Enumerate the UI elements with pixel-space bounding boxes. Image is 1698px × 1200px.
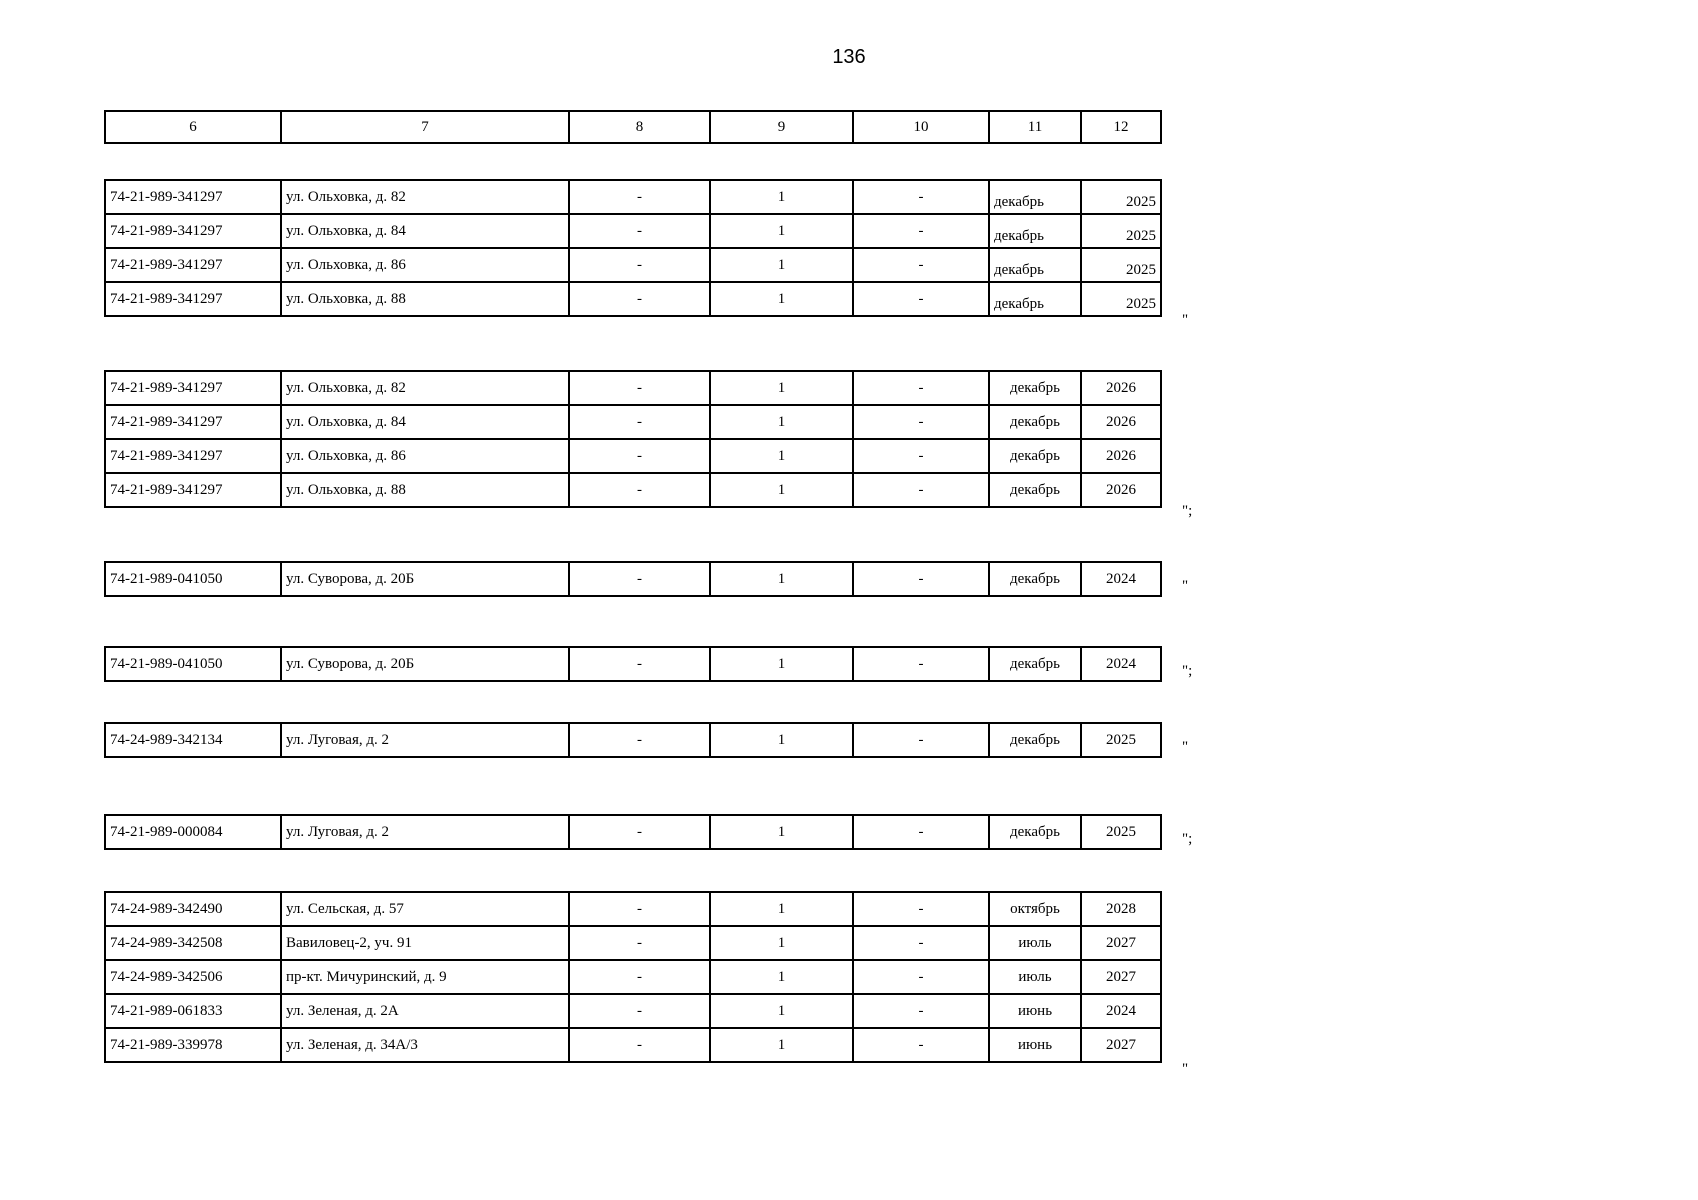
month: декабрь [989, 214, 1081, 248]
col-9-value: 1 [710, 815, 853, 849]
cadastral-number: 74-21-989-341297 [105, 371, 281, 405]
record-block [104, 561, 1162, 597]
year: 2028 [1081, 892, 1161, 926]
cadastral-number: 74-21-989-061833 [105, 994, 281, 1028]
cadastral-number: 74-21-989-341297 [105, 248, 281, 282]
record-block [104, 370, 1162, 508]
year: 2027 [1081, 1028, 1161, 1062]
column-number: 11 [989, 111, 1081, 143]
month: декабрь [989, 723, 1081, 757]
cadastral-number: 74-24-989-342506 [105, 960, 281, 994]
address: ул. Луговая, д. 2 [281, 815, 569, 849]
cadastral-number: 74-21-989-341297 [105, 473, 281, 507]
col-10-value: - [853, 405, 989, 439]
col-8-value: - [569, 214, 710, 248]
col-10-value: - [853, 473, 989, 507]
col-9-value: 1 [710, 439, 853, 473]
col-10-value: - [853, 371, 989, 405]
col-9-value: 1 [710, 214, 853, 248]
col-10-value: - [853, 723, 989, 757]
table-row [105, 892, 1161, 926]
year: 2027 [1081, 960, 1161, 994]
year: 2025 [1081, 815, 1161, 849]
cadastral-number: 74-24-989-342134 [105, 723, 281, 757]
col-8-value: - [569, 248, 710, 282]
table-row [105, 439, 1161, 473]
address: ул. Ольховка, д. 84 [281, 405, 569, 439]
address: ул. Ольховка, д. 88 [281, 282, 569, 316]
col-8-value: - [569, 994, 710, 1028]
col-9-value: 1 [710, 473, 853, 507]
month: декабрь [989, 248, 1081, 282]
col-9-value: 1 [710, 180, 853, 214]
column-header-row [105, 111, 1161, 143]
address: ул. Ольховка, д. 82 [281, 371, 569, 405]
year: 2025 [1081, 248, 1161, 282]
year: 2026 [1081, 371, 1161, 405]
col-8-value: - [569, 405, 710, 439]
col-10-value: - [853, 439, 989, 473]
col-9-value: 1 [710, 282, 853, 316]
col-8-value: - [569, 371, 710, 405]
table-row [105, 647, 1161, 681]
cadastral-number: 74-21-989-341297 [105, 214, 281, 248]
address: ул. Ольховка, д. 86 [281, 248, 569, 282]
address: ул. Суворова, д. 20Б [281, 562, 569, 596]
table-row [105, 248, 1161, 282]
year: 2025 [1081, 180, 1161, 214]
table-row [105, 960, 1161, 994]
col-10-value: - [853, 248, 989, 282]
table-row [105, 405, 1161, 439]
cadastral-number: 74-21-989-341297 [105, 439, 281, 473]
month: декабрь [989, 439, 1081, 473]
address: ул. Ольховка, д. 84 [281, 214, 569, 248]
closing-quote-mark: "; [1182, 831, 1193, 847]
col-9-value: 1 [710, 405, 853, 439]
col-9-value: 1 [710, 647, 853, 681]
column-number: 9 [710, 111, 853, 143]
closing-quote-mark: "; [1182, 663, 1193, 679]
col-8-value: - [569, 282, 710, 316]
month: декабрь [989, 473, 1081, 507]
record-block [104, 179, 1162, 317]
year: 2025 [1081, 214, 1161, 248]
col-8-value: - [569, 892, 710, 926]
year: 2025 [1081, 723, 1161, 757]
table-row [105, 371, 1161, 405]
record-block [104, 814, 1162, 850]
month: июнь [989, 1028, 1081, 1062]
col-8-value: - [569, 647, 710, 681]
col-9-value: 1 [710, 723, 853, 757]
record-block [104, 722, 1162, 758]
table-row [105, 562, 1161, 596]
year: 2024 [1081, 562, 1161, 596]
closing-quote-mark: " [1182, 312, 1189, 328]
col-9-value: 1 [710, 562, 853, 596]
month: июнь [989, 994, 1081, 1028]
col-8-value: - [569, 815, 710, 849]
col-9-value: 1 [710, 371, 853, 405]
month: декабрь [989, 282, 1081, 316]
col-8-value: - [569, 473, 710, 507]
col-8-value: - [569, 439, 710, 473]
col-8-value: - [569, 562, 710, 596]
month: июль [989, 960, 1081, 994]
col-9-value: 1 [710, 926, 853, 960]
col-10-value: - [853, 960, 989, 994]
record-block [104, 891, 1162, 1063]
column-number: 7 [281, 111, 569, 143]
address: ул. Сельская, д. 57 [281, 892, 569, 926]
month: декабрь [989, 371, 1081, 405]
month: декабрь [989, 405, 1081, 439]
col-10-value: - [853, 926, 989, 960]
column-number: 8 [569, 111, 710, 143]
cadastral-number: 74-21-989-041050 [105, 647, 281, 681]
col-8-value: - [569, 1028, 710, 1062]
month: июль [989, 926, 1081, 960]
col-10-value: - [853, 1028, 989, 1062]
table-row [105, 1028, 1161, 1062]
col-8-value: - [569, 180, 710, 214]
address: Вавиловец-2, уч. 91 [281, 926, 569, 960]
year: 2026 [1081, 473, 1161, 507]
col-9-value: 1 [710, 994, 853, 1028]
col-9-value: 1 [710, 1028, 853, 1062]
cadastral-number: 74-21-989-339978 [105, 1028, 281, 1062]
page-number: 136 [832, 46, 866, 68]
cadastral-number: 74-21-989-041050 [105, 562, 281, 596]
col-10-value: - [853, 994, 989, 1028]
table-row [105, 926, 1161, 960]
cadastral-number: 74-24-989-342508 [105, 926, 281, 960]
cadastral-number: 74-24-989-342490 [105, 892, 281, 926]
col-10-value: - [853, 815, 989, 849]
year: 2024 [1081, 647, 1161, 681]
col-9-value: 1 [710, 960, 853, 994]
address: ул. Ольховка, д. 82 [281, 180, 569, 214]
table-row [105, 282, 1161, 316]
col-10-value: - [853, 647, 989, 681]
month: декабрь [989, 647, 1081, 681]
col-10-value: - [853, 214, 989, 248]
address: ул. Зеленая, д. 34А/3 [281, 1028, 569, 1062]
year: 2025 [1081, 282, 1161, 316]
address: пр-кт. Мичуринский, д. 9 [281, 960, 569, 994]
closing-quote-mark: " [1182, 739, 1189, 755]
table-row [105, 473, 1161, 507]
col-10-value: - [853, 562, 989, 596]
year: 2027 [1081, 926, 1161, 960]
cadastral-number: 74-21-989-341297 [105, 405, 281, 439]
year: 2026 [1081, 405, 1161, 439]
col-10-value: - [853, 892, 989, 926]
record-block [104, 646, 1162, 682]
address: ул. Зеленая, д. 2А [281, 994, 569, 1028]
closing-quote-mark: " [1182, 1061, 1189, 1077]
col-8-value: - [569, 960, 710, 994]
year: 2026 [1081, 439, 1161, 473]
closing-quote-mark: "; [1182, 503, 1193, 519]
col-8-value: - [569, 926, 710, 960]
table-row [105, 180, 1161, 214]
col-9-value: 1 [710, 892, 853, 926]
table-row [105, 994, 1161, 1028]
column-number: 10 [853, 111, 989, 143]
address: ул. Суворова, д. 20Б [281, 647, 569, 681]
table-row [105, 815, 1161, 849]
month: декабрь [989, 180, 1081, 214]
col-10-value: - [853, 282, 989, 316]
address: ул. Ольховка, д. 86 [281, 439, 569, 473]
col-8-value: - [569, 723, 710, 757]
column-header-table [104, 110, 1162, 144]
column-number: 6 [105, 111, 281, 143]
cadastral-number: 74-21-989-000084 [105, 815, 281, 849]
month: декабрь [989, 562, 1081, 596]
address: ул. Луговая, д. 2 [281, 723, 569, 757]
month: декабрь [989, 815, 1081, 849]
table-row [105, 723, 1161, 757]
closing-quote-mark: " [1182, 578, 1189, 594]
cadastral-number: 74-21-989-341297 [105, 282, 281, 316]
table-row [105, 214, 1161, 248]
column-number: 12 [1081, 111, 1161, 143]
year: 2024 [1081, 994, 1161, 1028]
col-9-value: 1 [710, 248, 853, 282]
address: ул. Ольховка, д. 88 [281, 473, 569, 507]
col-10-value: - [853, 180, 989, 214]
cadastral-number: 74-21-989-341297 [105, 180, 281, 214]
month: октябрь [989, 892, 1081, 926]
